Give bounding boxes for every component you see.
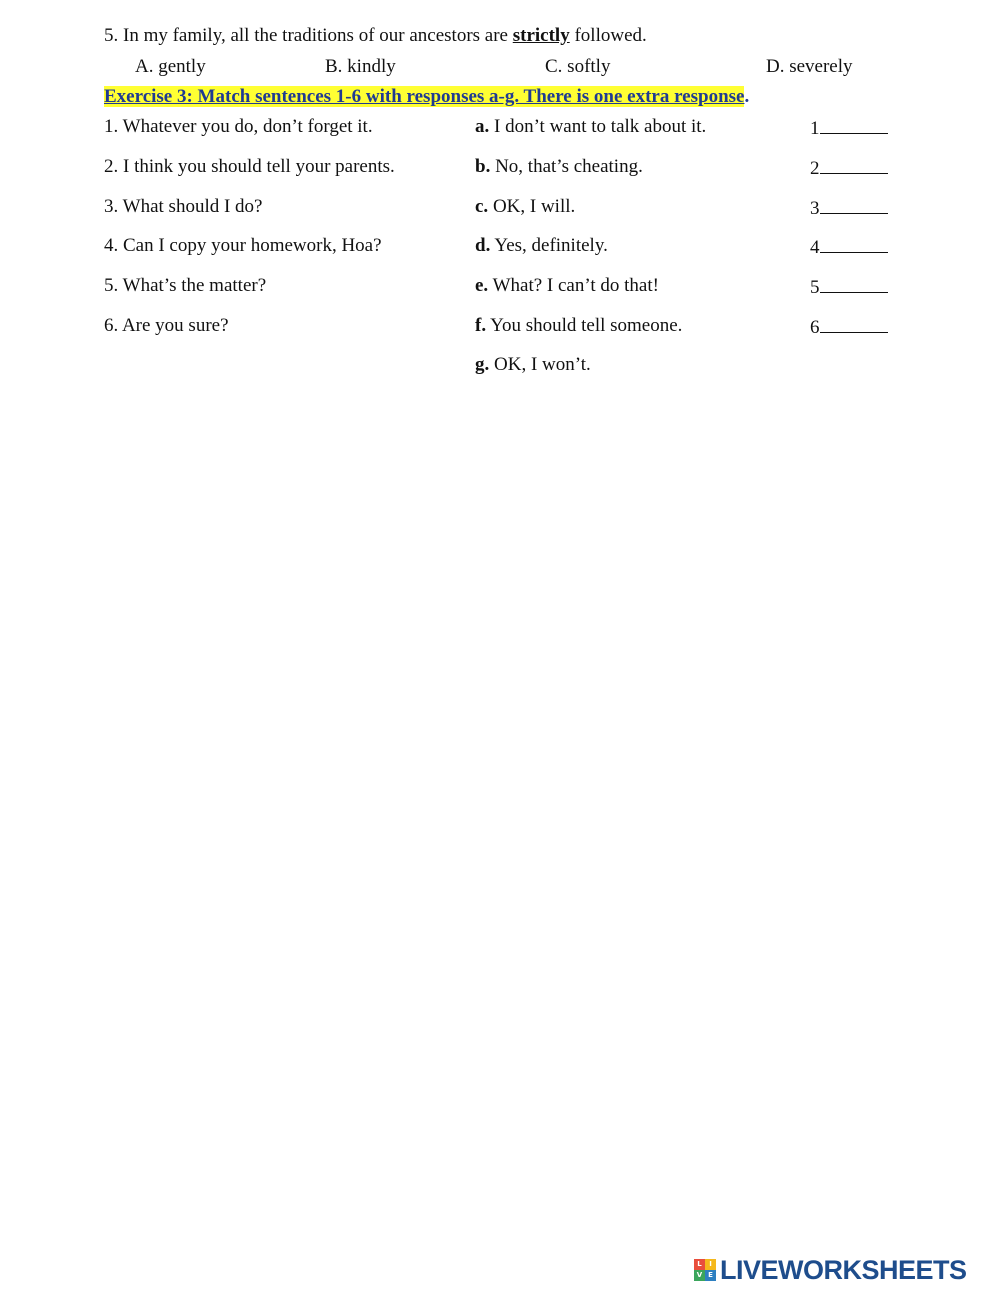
answer-number: 1: [810, 118, 820, 139]
response-text: You should tell someone.: [486, 315, 683, 336]
option-b[interactable]: B. kindly: [325, 56, 396, 77]
response-e: [475, 274, 659, 298]
logo-icon-cell: L: [694, 1259, 705, 1270]
response-text: OK, I won’t.: [489, 354, 591, 375]
response-d: [475, 234, 608, 258]
logo-icon-cell: V: [694, 1270, 705, 1281]
answer-blank-5[interactable]: [820, 274, 888, 293]
response-letter: g.: [475, 354, 490, 375]
sentence-5: 5. What’s the matter?: [104, 275, 267, 296]
response-b: [475, 155, 643, 179]
answer-number: 4: [810, 237, 820, 258]
response-a: [475, 115, 706, 139]
answer-2: [810, 155, 888, 181]
option-a[interactable]: A. gently: [135, 56, 206, 77]
sentence-6: 6. Are you sure?: [104, 315, 229, 336]
answer-6: [810, 314, 888, 340]
logo-icon-cell: E: [705, 1270, 716, 1281]
question-5-prefix: 5. In my family, all the traditions of our ancestors are: [104, 25, 513, 46]
answer-number: 6: [810, 317, 820, 338]
option-d[interactable]: D. severely: [766, 56, 853, 77]
answer-3: [810, 195, 888, 221]
sentence-2: 2. I think you should tell your parents.: [104, 156, 395, 177]
liveworksheets-logo: [694, 1255, 967, 1285]
answer-number: 5: [810, 277, 820, 298]
response-text: I don’t want to talk about it.: [489, 116, 707, 137]
answer-blank-4[interactable]: [820, 234, 888, 253]
question-5: [104, 24, 647, 48]
response-c: [475, 195, 575, 219]
exercise-3-title-text: Exercise 3: Match sentences 1-6 with responses a-g. There is one extra response: [104, 86, 745, 107]
exercise-3-title: [104, 85, 749, 109]
answer-4: [810, 234, 888, 260]
question-5-suffix: followed.: [569, 25, 647, 46]
exercise-3-title-end: .: [744, 86, 750, 107]
sentence-4: 4. Can I copy your homework, Hoa?: [104, 235, 382, 256]
response-letter: f.: [475, 315, 487, 336]
answer-5: [810, 274, 888, 300]
liveworksheets-logo-icon: [694, 1259, 716, 1281]
logo-icon-cell: I: [705, 1259, 716, 1270]
response-letter: e.: [475, 275, 489, 296]
sentence-1: 1. Whatever you do, don’t forget it.: [104, 116, 373, 137]
response-letter: a.: [475, 116, 490, 137]
response-letter: c.: [475, 196, 489, 217]
response-letter: d.: [475, 235, 491, 256]
response-text: Yes, definitely.: [490, 235, 608, 256]
response-g: [475, 353, 591, 377]
answer-blank-3[interactable]: [820, 195, 888, 214]
option-c[interactable]: C. softly: [545, 56, 611, 77]
question-5-keyword: strictly: [512, 25, 570, 46]
answer-1: [810, 115, 888, 141]
response-text: OK, I will.: [488, 196, 576, 217]
answer-number: 2: [810, 158, 820, 179]
response-text: What? I can’t do that!: [488, 275, 659, 296]
answer-number: 3: [810, 198, 820, 219]
response-text: No, that’s cheating.: [490, 156, 643, 177]
sentence-3: 3. What should I do?: [104, 196, 263, 217]
answer-blank-2[interactable]: [820, 155, 888, 174]
response-letter: b.: [475, 156, 491, 177]
response-f: [475, 314, 682, 338]
liveworksheets-logo-text: LIVEWORKSHEETS: [720, 1254, 967, 1285]
answer-blank-1[interactable]: [820, 115, 888, 134]
answer-blank-6[interactable]: [820, 314, 888, 333]
